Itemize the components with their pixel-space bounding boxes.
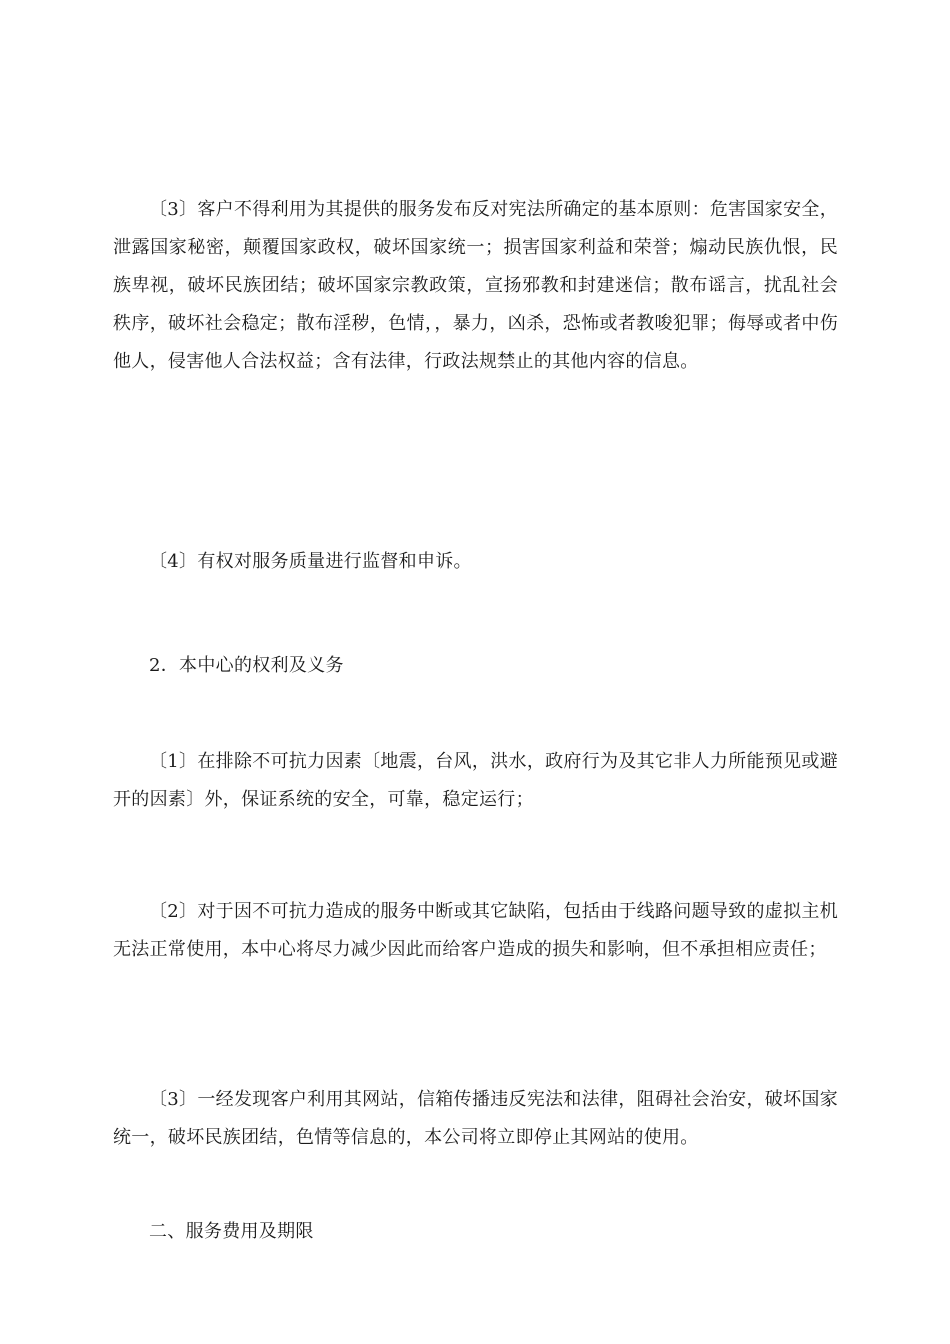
- paragraph-center-duty-1: 〔1〕在排除不可抗力因素〔地震，台风，洪水，政府行为及其它非人力所能预见或避开的因素〕外，保证系统的安全，可靠，稳定运行；: [113, 751, 838, 810]
- paragraph-customer-right-4: 〔4〕有权对服务质量进行监督和申诉。: [149, 551, 472, 572]
- section-heading-fees-and-term: 二、服务费用及期限: [149, 1221, 314, 1242]
- paragraph-customer-obligation-3: 〔3〕客户不得利用为其提供的服务发布反对宪法所确定的基本原则：危害国家安全，泄露国家秘密，颠覆国家政权，破坏国家统一；损害国家利益和荣誉；煽动民族仇恨，民族卑视，破坏民族团结；破坏国家宗教政策，宣扬邪教和封建迷信；散布谣言，扰乱社会秩序，破坏社会稳定；散布淫秽，色情，，暴力，凶杀，恐怖或者教唆犯罪；侮辱或者中伤他人，侵害他人合法权益；含有法律，行政法规禁止的其他内容的信息。: [113, 199, 838, 372]
- paragraph-center-duty-2: 〔2〕对于因不可抗力造成的服务中断或其它缺陷，包括由于线路问题导致的虚拟主机无法正常使用，本中心将尽力减少因此而给客户造成的损失和影响，但不承担相应责任；: [113, 901, 838, 960]
- paragraph-center-duty-3: 〔3〕一经发现客户利用其网站，信箱传播违反宪法和法律，阻碍社会治安，破坏国家统一，破坏民族团结，色情等信息的，本公司将立即停止其网站的使用。: [113, 1089, 838, 1148]
- section-heading-center-rights: 2．本中心的权利及义务: [149, 655, 344, 676]
